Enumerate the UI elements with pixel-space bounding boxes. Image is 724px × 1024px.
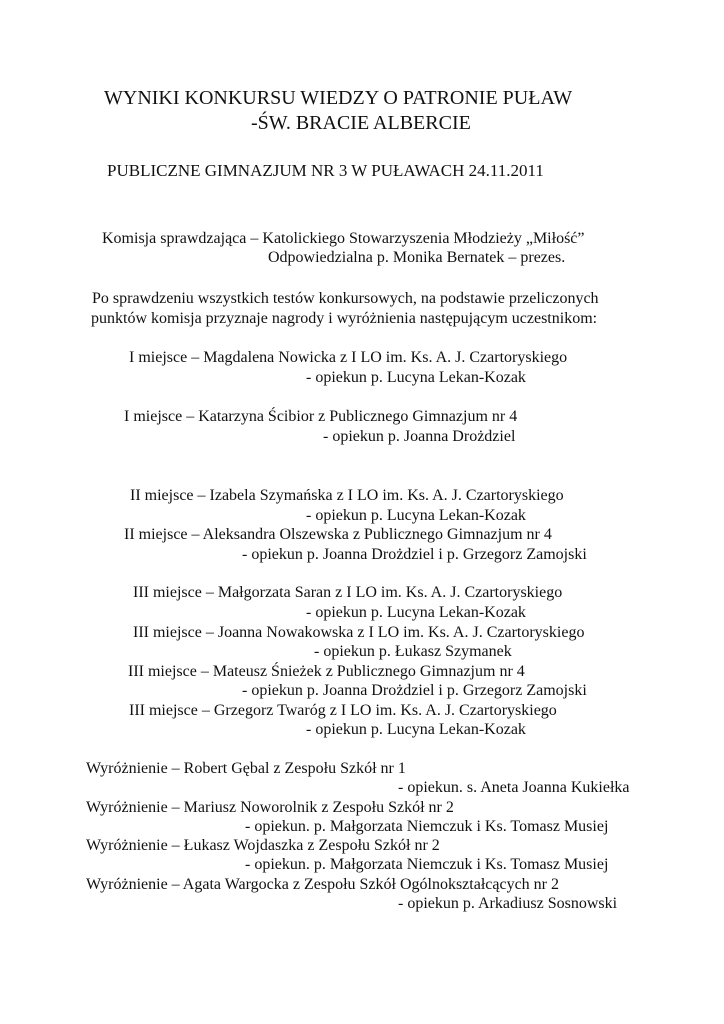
result-winner: III miejsce – Grzegorz Twaróg z I LO im. Ks. A. J. Czartoryskiego bbox=[129, 702, 557, 719]
result-tutor: - opiekun p. Lucyna Lekan-Kozak bbox=[306, 507, 526, 524]
distinction-winner: Wyróżnienie – Robert Gębal z Zespołu Szkół nr 1 bbox=[86, 760, 406, 777]
distinction-tutor: - opiekun. p. Małgorzata Niemczuk i Ks. Tomasz Musiej bbox=[245, 818, 609, 835]
result-tutor: - opiekun p. Joanna Drożdziel i p. Grzegorz Zamojski bbox=[242, 682, 587, 699]
result-tutor: - opiekun p. Lucyna Lekan-Kozak bbox=[306, 604, 526, 621]
result-tutor: - opiekun p. Joanna Drożdziel bbox=[323, 428, 516, 445]
distinction-winner: Wyróżnienie – Łukasz Wojdaszka z Zespołu Szkół nr 2 bbox=[86, 837, 440, 854]
intro-line-2: punktów komisja przyznaje nagrody i wyróżnienia następującym uczestnikom: bbox=[91, 310, 598, 327]
result-winner: II miejsce – Aleksandra Olszewska z Publicznego Gimnazjum nr 4 bbox=[124, 526, 552, 543]
committee-line-2: Odpowiedzialna p. Monika Bernatek – prezes. bbox=[268, 249, 566, 266]
result-winner: II miejsce – Izabela Szymańska z I LO im. Ks. A. J. Czartoryskiego bbox=[130, 487, 564, 504]
distinction-tutor: - opiekun. s. Aneta Joanna Kukiełka bbox=[398, 779, 630, 796]
result-tutor: - opiekun p. Joanna Drożdziel i p. Grzegorz Zamojski bbox=[242, 546, 587, 563]
result-tutor: - opiekun p. Lucyna Lekan-Kozak bbox=[306, 721, 526, 738]
result-winner: III miejsce – Mateusz Śnieżek z Publicznego Gimnazjum nr 4 bbox=[128, 663, 525, 680]
result-winner: III miejsce – Małgorzata Saran z I LO im. Ks. A. J. Czartoryskiego bbox=[133, 584, 563, 601]
document-title-line-2: -ŚW. BRACIE ALBERCIE bbox=[251, 112, 471, 134]
distinction-tutor: - opiekun p. Arkadiusz Sosnowski bbox=[398, 895, 618, 912]
document-subtitle: PUBLICZNE GIMNAZJUM NR 3 W PUŁAWACH 24.11.2011 bbox=[107, 161, 544, 180]
intro-line-1: Po sprawdzeniu wszystkich testów konkursowych, na podstawie przeliczonych bbox=[92, 290, 599, 307]
result-tutor: - opiekun p. Lucyna Lekan-Kozak bbox=[306, 369, 526, 386]
distinction-winner: Wyróżnienie – Mariusz Noworolnik z Zespołu Szkół nr 2 bbox=[86, 799, 454, 816]
result-tutor: - opiekun p. Łukasz Szymanek bbox=[314, 643, 512, 660]
document-title-line-1: WYNIKI KONKURSU WIEDZY O PATRONIE PUŁAW bbox=[104, 87, 573, 109]
committee-line-1: Komisja sprawdzająca – Katolickiego Stowarzyszenia Młodzieży „Miłość” bbox=[102, 230, 585, 247]
result-winner: I miejsce – Magdalena Nowicka z I LO im. Ks. A. J. Czartoryskiego bbox=[129, 349, 568, 366]
distinction-tutor: - opiekun. p. Małgorzata Niemczuk i Ks. Tomasz Musiej bbox=[245, 856, 609, 873]
distinction-winner: Wyróżnienie – Agata Wargocka z Zespołu Szkół Ogólnokształcących nr 2 bbox=[86, 876, 560, 893]
result-winner: III miejsce – Joanna Nowakowska z I LO im. Ks. A. J. Czartoryskiego bbox=[133, 624, 585, 641]
result-winner: I miejsce – Katarzyna Ścibior z Publicznego Gimnazjum nr 4 bbox=[124, 408, 518, 425]
